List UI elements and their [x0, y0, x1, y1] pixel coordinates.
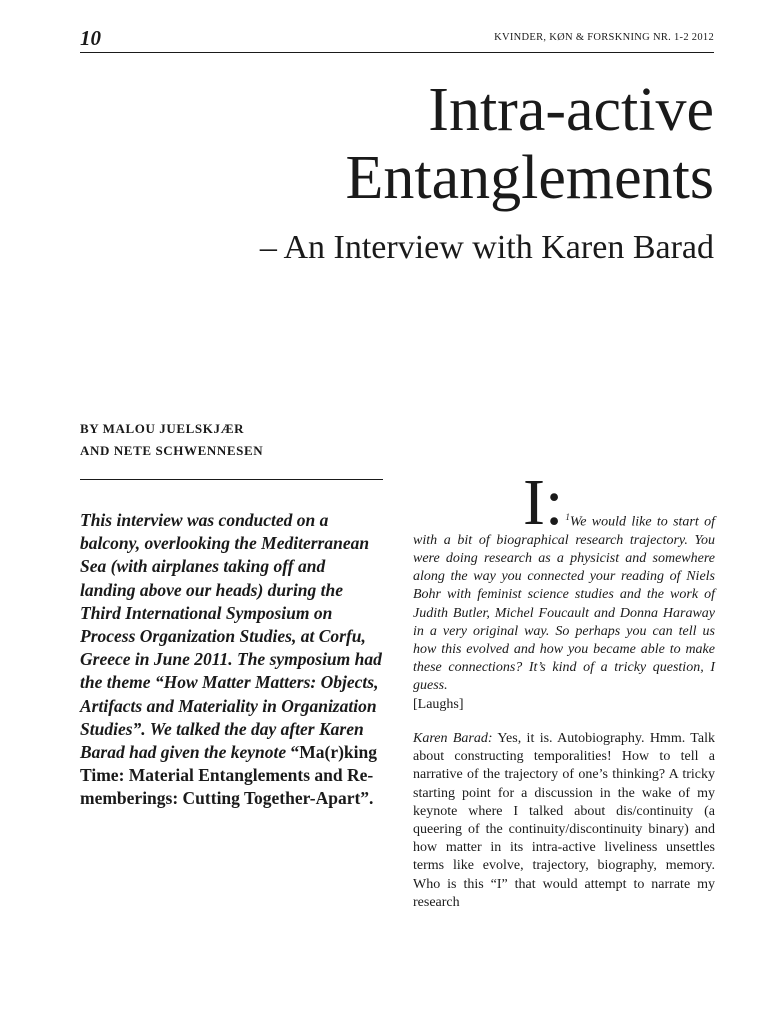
byline-author-1: BY MALOU JUELSKJÆR	[80, 421, 245, 436]
interview-column	[413, 466, 715, 912]
answer-text: Yes, it is. Autobiography. Hmm. Talk about constructing temporalities! How to tell a narrative of the trajectory of one’s thinking? A tricky starting point for a discussion in the wake of my keynote where I talked about dis/continuity (a queering of the continuity/discontinuity binary) and how matter in its intra-active liveliness unsettles terms like evolve, trajectory, biography, memory. Who is this “I” that would attempt to narrate my research	[413, 730, 715, 910]
title-line-1: Intra-active	[428, 76, 714, 144]
article-title	[346, 76, 714, 212]
byline	[80, 418, 263, 462]
intro-italic: This interview was conducted on a balcony, overlooking the Mediterranean Sea (with airplanes taking off and landing above our heads) during the Third International Symposium on Process Organization Studies, at Corfu, Greece in June 2011. The symposium had the theme “How Matter Matters: Objects, Artifacts and Materiality in Organization Studies”. We talked the day after Karen Barad had given the keynote	[80, 510, 382, 763]
question-text: We would like to start of with a bit of biographical research trajectory. You were doing research as a physicist and somewhere along the way you connected your reading of Niels Bohr with feminist science studies and the work of Judith Butler, Michel Foucault and Donna Haraway in a very original way. So perhaps you can tell us how this evolved and how you became able to make these connections? It’s kind of a tricky question, I guess.	[413, 514, 715, 694]
laughs-note: [Laughs]	[413, 696, 464, 712]
interview-question	[413, 466, 715, 696]
journal-header: KVINDER, KØN & FORSKNING NR. 1-2 2012	[494, 32, 714, 43]
intro-paragraph	[80, 509, 385, 811]
header-rule	[80, 52, 714, 53]
article-subtitle: – An Interview with Karen Barad	[259, 229, 714, 266]
intro-keynote-title: “Ma(r)king Time: Material Entanglements and Re-memberings: Cutting Together-Apart”.	[80, 742, 378, 809]
page-number: 10	[80, 26, 101, 50]
byline-rule	[80, 479, 383, 480]
title-line-2: Entanglements	[345, 144, 714, 212]
byline-author-2: AND NETE SCHWENNESEN	[80, 443, 264, 458]
footnote-ref: 1	[565, 512, 570, 522]
dropcap: I:	[523, 466, 564, 539]
speaker-name: Karen Barad:	[413, 730, 493, 746]
interview-answer	[413, 730, 715, 912]
